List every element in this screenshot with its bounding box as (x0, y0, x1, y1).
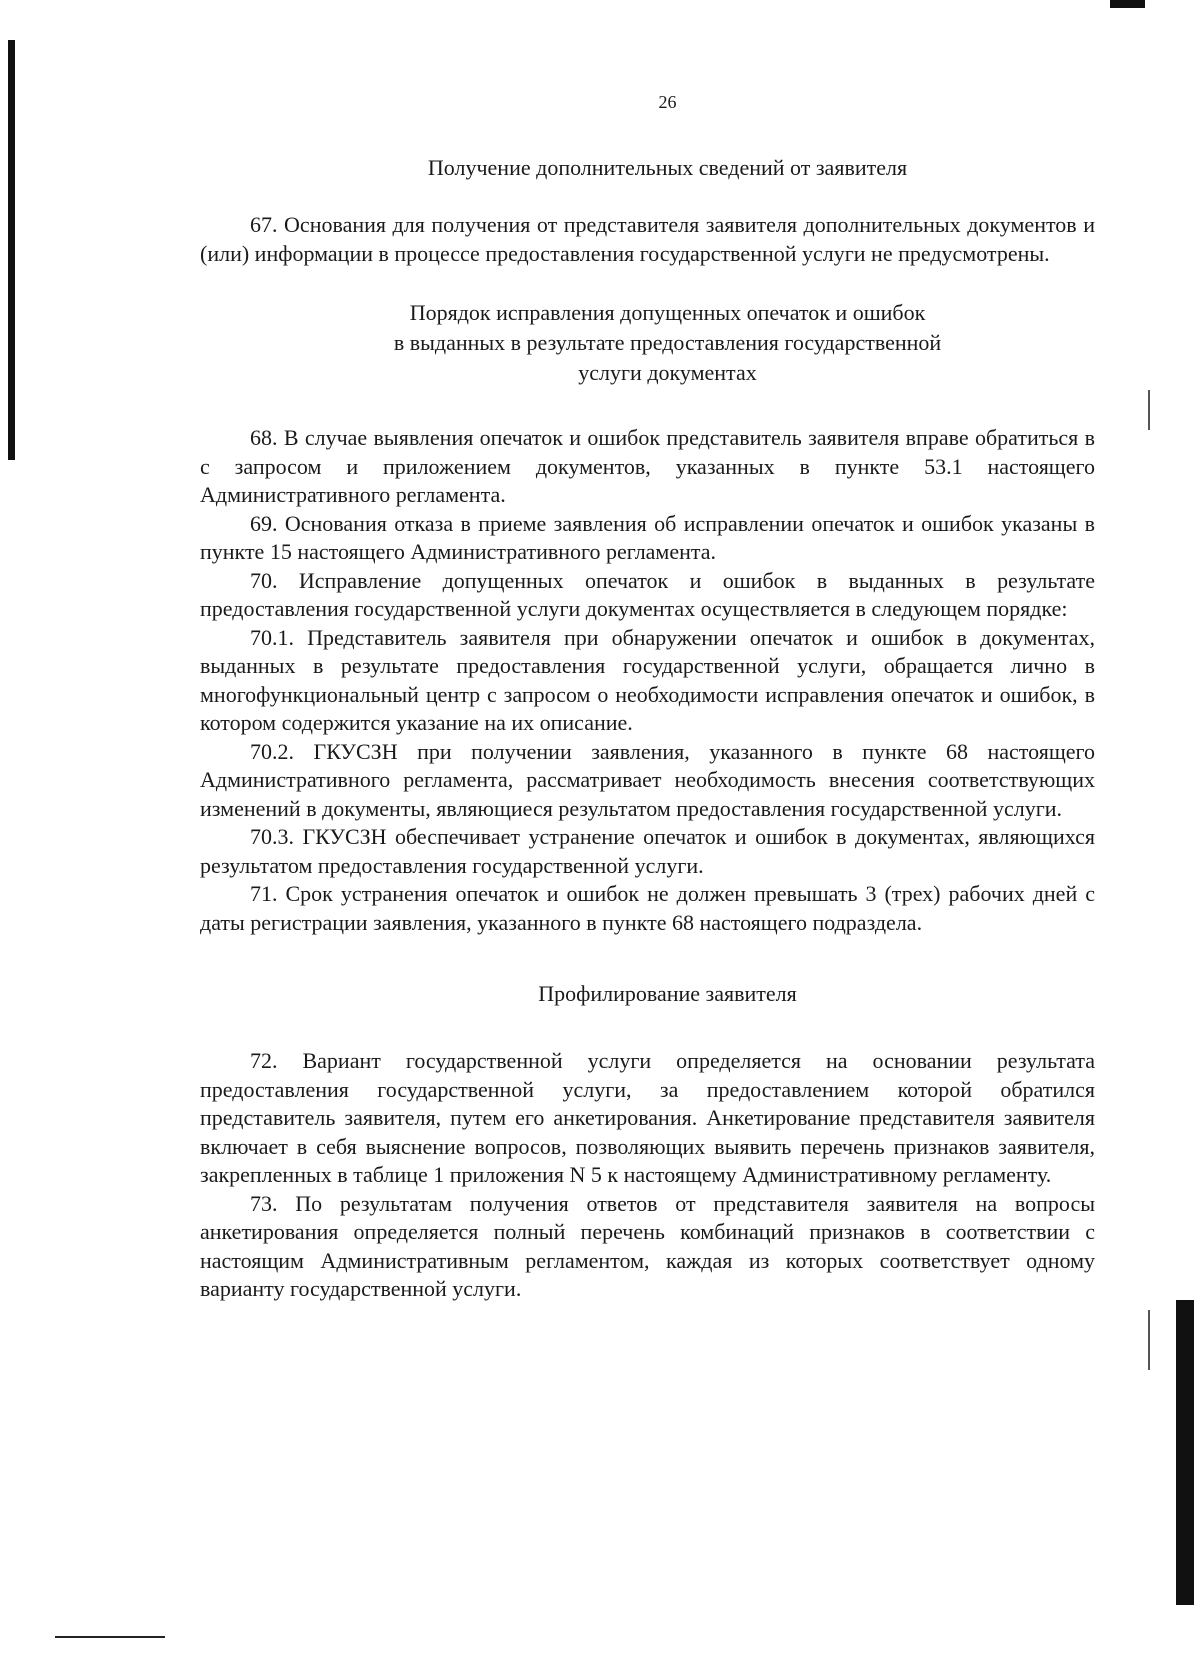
heading-line: Получение дополнительных сведений от заявителя (427, 155, 908, 180)
scan-artifact-top (1110, 0, 1145, 8)
section-heading (240, 298, 1095, 388)
paragraph-73: 73. По результатам получения ответов от представителя заявителя на вопросы анкетирования определяется полный перечень комбинаций признаков в соответствии с настоящим Административным регламентом, каждая из которых соответствует одному варианту государственной услуги. (200, 1190, 1095, 1301)
paragraph-70: 70. Исправление допущенных опечаток и ошибок в выданных в результате предоставления государственной услуги документах осуществляется в следующем порядке: (200, 567, 1095, 621)
section-heading (240, 153, 1095, 183)
scan-edge-right (1176, 1300, 1194, 1605)
paragraph-71: 71. Срок устранения опечаток и ошибок не должен превышать 3 (трех) рабочих дней с даты регистрации заявления, указанного в пункте 68 настоящего подраздела. (200, 881, 1095, 935)
paragraph-70-2: 70.2. ГКУСЗН при получении заявления, указанного в пункте 68 настоящего Административного регламента, рассматривает необходимость внесения соответствующих изменений в документы, являющиеся результатом предоставления государственной услуги. (200, 738, 1095, 821)
heading-line: Профилирование заявителя (538, 981, 797, 1006)
scan-artifact-right (1148, 1310, 1150, 1370)
paragraph-70-1: 70.1. Представитель заявителя при обнаружении опечаток и ошибок в документах, выданных в результате предоставления государственной услуги, обращается лично в многофункциональный центр с запросом о необходимости исправления опечаток и ошибок, в котором содержится указание на их описание. (200, 624, 1095, 735)
paragraph-68: 68. В случае выявления опечаток и ошибок представитель заявителя вправе обратиться в с запросом и приложением документов, указанных в пункте 53.1 настоящего Административного регламента. (200, 425, 1095, 507)
heading-line: Порядок исправления допущенных опечаток и ошибок (409, 300, 926, 325)
document-page (200, 92, 1095, 1304)
scan-artifact-right (1148, 390, 1150, 430)
heading-line: услуги документах (578, 360, 757, 385)
paragraph-69: 69. Основания отказа в приеме заявления об исправлении опечаток и ошибок указаны в пункте 15 настоящего Административного регламента. (200, 510, 1095, 564)
paragraph-72: 72. Вариант государственной услуги определяется на основании результата предоставления государственной услуги, за предоставлением которой обратился представитель заявителя, путем его анкетирования. Анкетирование представителя заявителя включает в себя выяснение вопросов, позволяющих выявить перечень признаков заявителя, закрепленных в таблице 1 приложения N 5 к настоящему Административному регламенту. (200, 1048, 1095, 1187)
section-heading (240, 979, 1095, 1009)
scan-artifact-bottom (55, 1636, 165, 1638)
scan-edge-left (8, 40, 15, 460)
paragraph-67: 67. Основания для получения от представителя заявителя дополнительных документов и (или) информации в процессе предоставления государственной услуги не предусмотрены. (200, 212, 1095, 266)
heading-line: в выданных в результате предоставления государственной (393, 330, 942, 355)
paragraph-70-3: 70.3. ГКУСЗН обеспечивает устранение опечаток и ошибок в документах, являющихся результатом предоставления государственной услуги. (200, 824, 1095, 878)
page-number: 26 (658, 92, 677, 112)
